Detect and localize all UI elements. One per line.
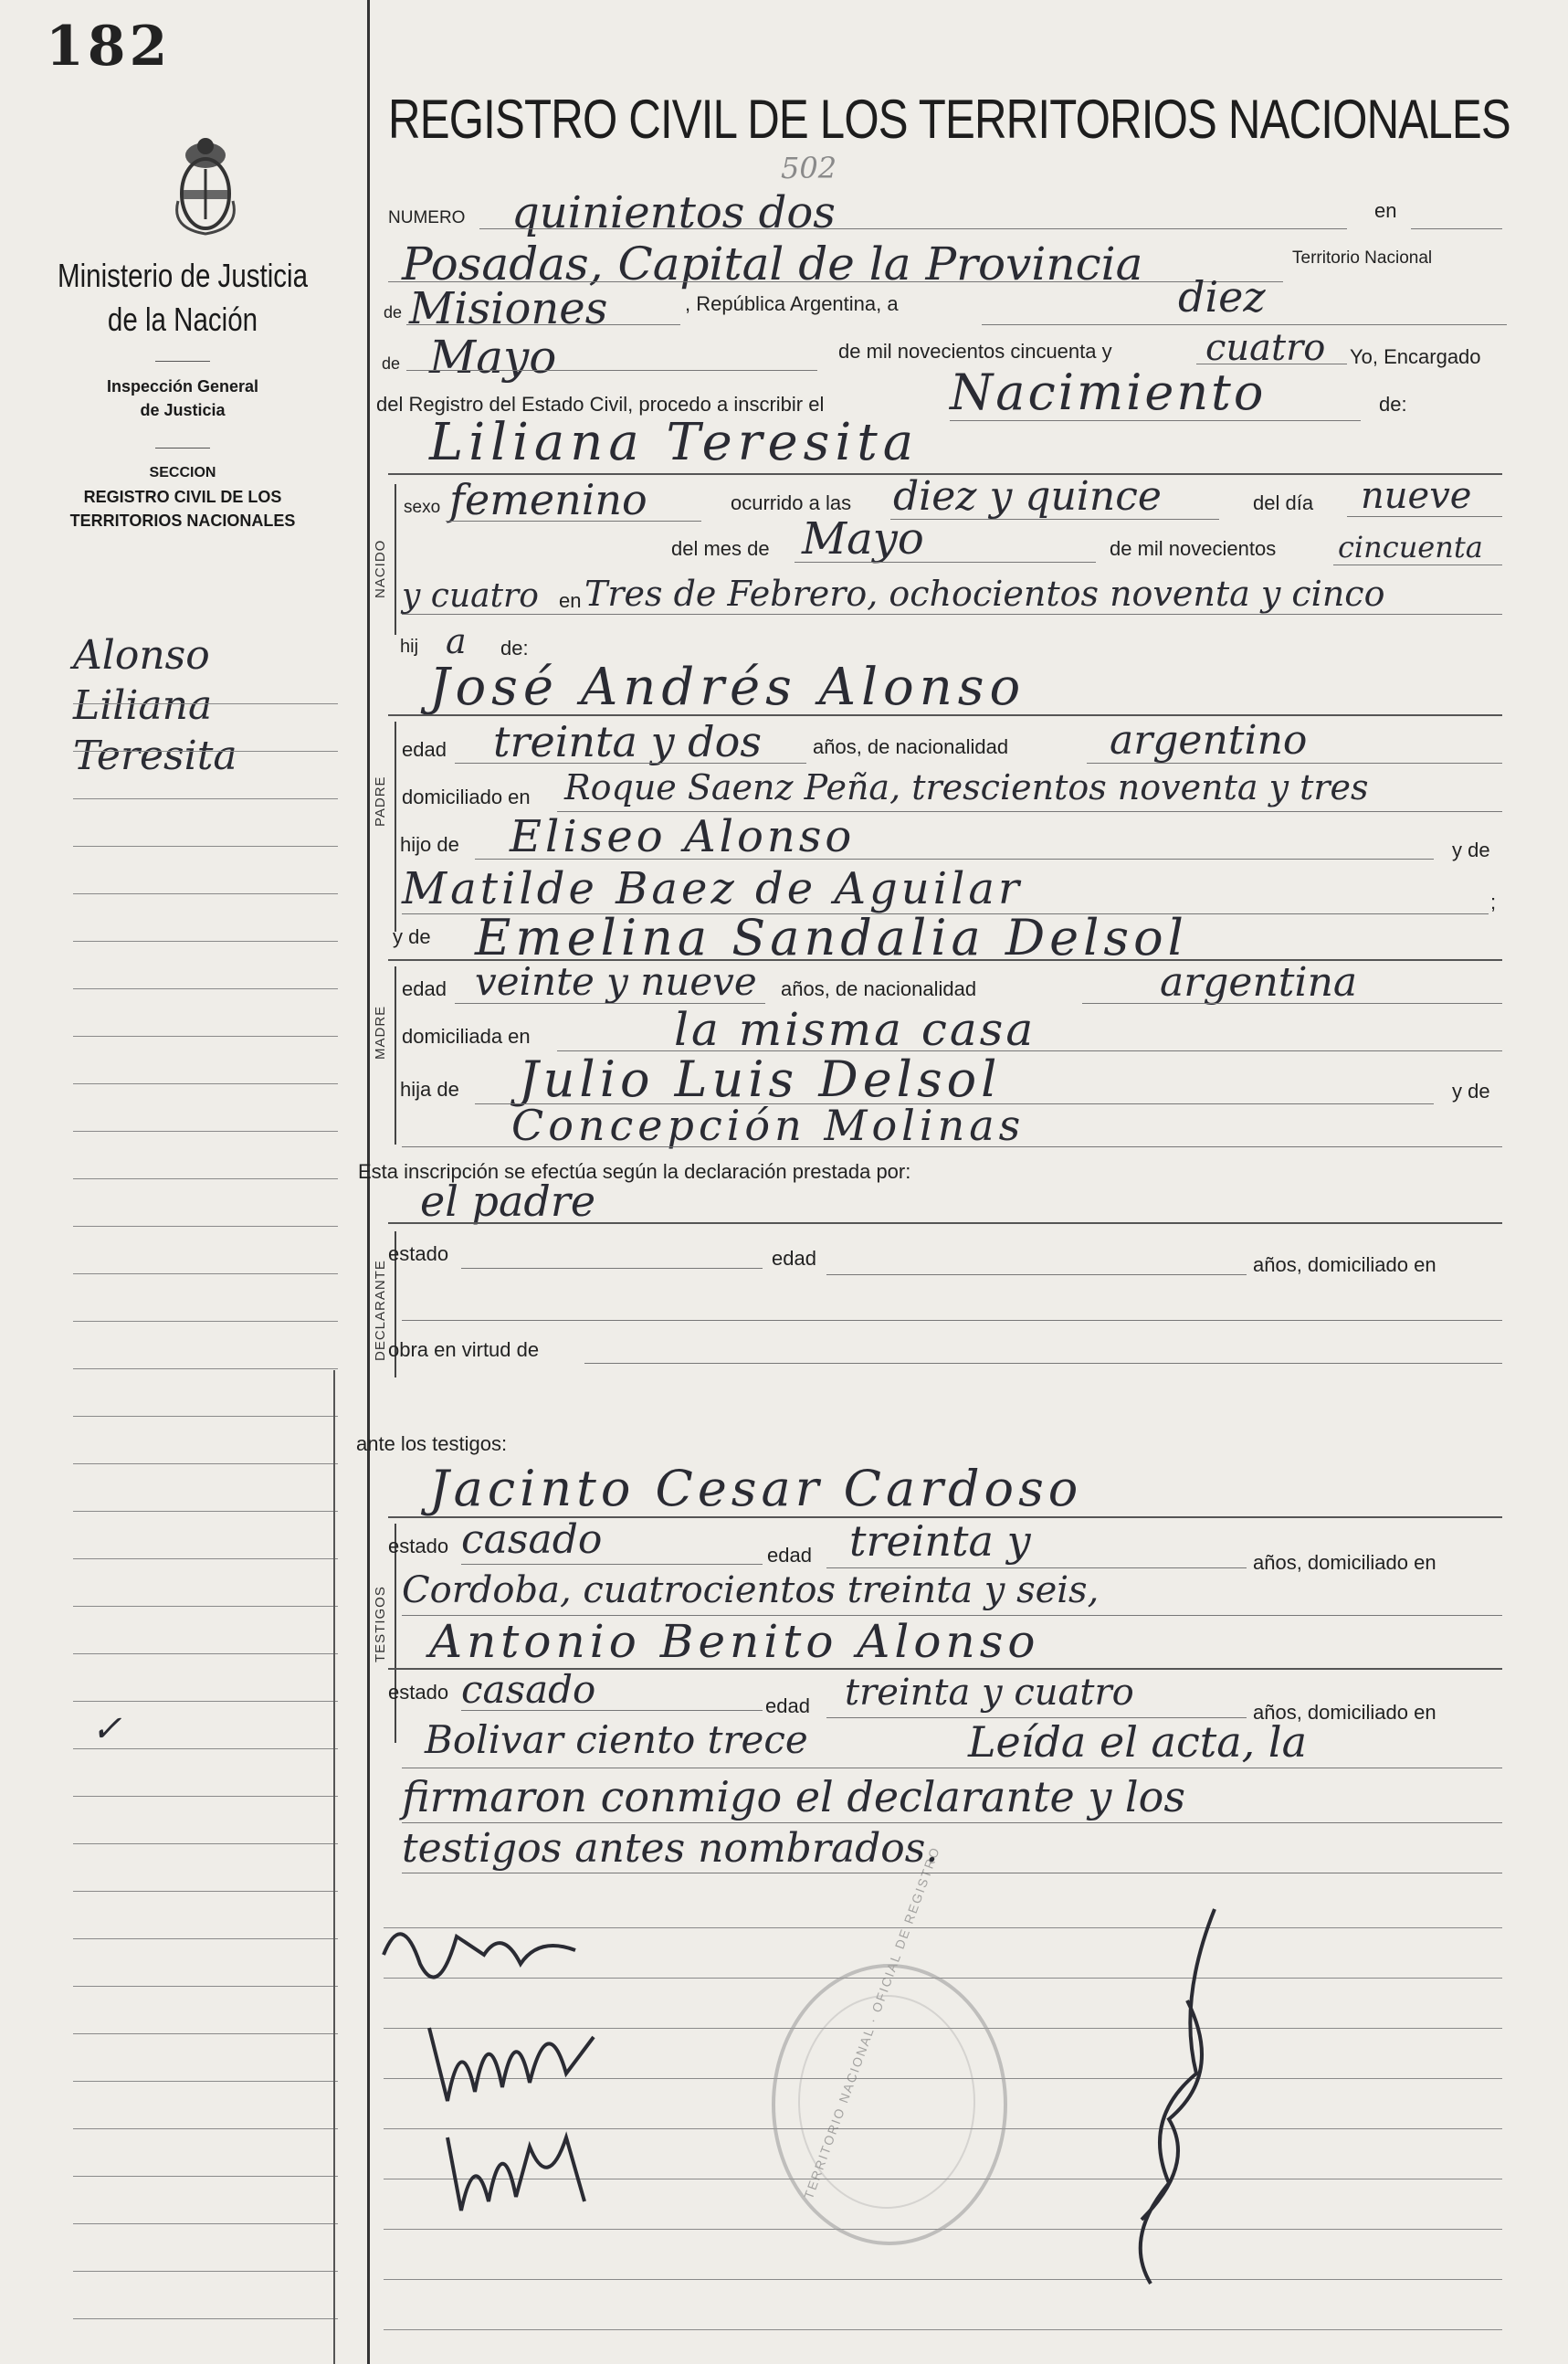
label-edad-madre: edad — [402, 977, 447, 1000]
label-semicolon: ; — [1490, 891, 1497, 913]
label-anos-nac-padre: años, de nacionalidad — [813, 735, 1009, 758]
entry-closing-2: firmaron conmigo el declarante y los — [402, 1772, 1185, 1821]
section-heading: SECCION — [149, 465, 216, 480]
label-estado-decl: estado — [388, 1242, 449, 1265]
tab-testigos: TESTIGOS — [373, 1586, 388, 1662]
entry-padre-dom: Roque Saenz Peña, trescientos noventa y tres — [564, 767, 1369, 807]
margin-rule — [73, 2223, 338, 2224]
entry-dia-nac: nueve — [1361, 475, 1472, 517]
label-en-lugar: en — [559, 589, 582, 612]
ministry-line1: Ministerio de Justicia — [58, 257, 308, 294]
label-edad-t2: edad — [765, 1694, 810, 1717]
entry-testigo1-dom: Cordoba, cuatrocientos treinta y seis, — [402, 1569, 1100, 1611]
line-padre-hijo-de — [475, 859, 1434, 860]
entry-testigo1-estado: casado — [461, 1516, 603, 1563]
label-estado-t1: estado — [388, 1535, 449, 1557]
label-de-mil-nov: de mil novecientos — [1110, 537, 1277, 560]
label-y-de-madre: y de — [393, 925, 431, 948]
block-rule-nacido — [395, 484, 396, 635]
margin-rule — [73, 1701, 338, 1702]
margin-rule — [73, 1368, 338, 1369]
ministry-line2: de la Nación — [107, 301, 258, 338]
margin-rule — [73, 988, 338, 989]
margin-rule — [73, 2271, 338, 2272]
label-edad-decl: edad — [772, 1247, 816, 1270]
margin-rule — [73, 2081, 338, 2082]
label-anos-nac-madre: años, de nacionalidad — [781, 977, 977, 1000]
stray-check-mark: ✓ — [91, 1708, 122, 1750]
margin-rule — [73, 1938, 338, 1939]
margin-rule — [73, 1986, 338, 1987]
entry-dia: diez — [1178, 272, 1266, 322]
label-ante-testigos: ante los testigos: — [356, 1432, 508, 1455]
entry-acto: Nacimiento — [950, 364, 1267, 421]
block-rule-padre — [395, 722, 396, 932]
tab-declarante: DECLARANTE — [373, 1260, 388, 1361]
margin-rule — [73, 2318, 338, 2319]
line-estado-t2 — [461, 1710, 763, 1711]
line-madre-madre — [402, 1146, 1502, 1147]
margin-rule — [73, 1273, 338, 1274]
label-y-de-madre2: y de — [1452, 1080, 1490, 1103]
inspection-line1: Inspección General — [106, 377, 259, 396]
label-del-registro: del Registro del Estado Civil, procedo a inscribir el — [376, 393, 825, 416]
margin-rule — [73, 1558, 338, 1559]
line-en — [1411, 228, 1502, 229]
margin-rule — [73, 1511, 338, 1512]
entry-nombre: Liliana Teresita — [429, 413, 920, 472]
entry-testigo2-estado: casado — [461, 1667, 596, 1712]
inspection-line2: de Justicia — [140, 401, 226, 419]
label-anos-dom-t1: años, domiciliado en — [1253, 1551, 1436, 1574]
signature-rule — [384, 2329, 1502, 2330]
official-seal — [772, 1843, 1007, 2245]
label-domiciliada: domiciliada en — [402, 1025, 531, 1048]
margin-rule — [73, 1606, 338, 1607]
signature-encargado — [1087, 1891, 1251, 2293]
line-lugar-nac — [402, 614, 1502, 615]
margin-rule — [73, 1178, 338, 1179]
margin-rule — [73, 1036, 338, 1037]
entry-madre-nac: argentina — [1160, 959, 1358, 1006]
line-padre-edad — [455, 763, 806, 764]
entry-testigo1: Jacinto Cesar Cardoso — [429, 1460, 1083, 1517]
label-edad-t1: edad — [767, 1544, 812, 1567]
label-de-mil: de mil novecientos cincuenta y — [838, 340, 1112, 363]
divider — [155, 448, 210, 449]
entry-padre-nac: argentino — [1110, 717, 1308, 764]
margin-rule — [73, 1463, 338, 1464]
entry-numero: quinientos dos — [511, 187, 836, 238]
stamp-number: 502 — [781, 151, 837, 185]
line-edad-t1 — [826, 1567, 1247, 1568]
margin-rule — [73, 893, 338, 894]
label-ocurrido: ocurrido a las — [731, 491, 852, 514]
label-de-colon2: de: — [500, 637, 529, 660]
label-anos-dom-t2: años, domiciliado en — [1253, 1701, 1436, 1724]
entry-sexo: femenino — [449, 475, 647, 524]
line-dia-nac — [1347, 516, 1502, 517]
entry-closing-3: testigos antes nombrados. — [402, 1825, 939, 1872]
entry-testigo2-edad: treinta y cuatro — [845, 1672, 1134, 1714]
section-line2: TERRITORIOS NACIONALES — [69, 512, 296, 530]
line-padre — [388, 714, 1502, 716]
line-sexo — [446, 521, 701, 522]
label-estado-t2: estado — [388, 1681, 449, 1704]
inspection-label — [0, 375, 365, 422]
document-title: REGISTRO CIVIL DE LOS TERRITORIOS NACIONALES — [388, 89, 1510, 150]
entry-madre-dom: la misma casa — [674, 1003, 1037, 1056]
line-estado-decl — [461, 1268, 763, 1269]
entry-hora: diez y quince — [893, 473, 1162, 520]
line-mes-nac — [795, 562, 1096, 563]
margin-rule — [73, 2176, 338, 2177]
margin-rule — [73, 1748, 338, 1749]
entry-madre-madre: Concepción Molinas — [511, 1101, 1026, 1150]
entry-lugar: Posadas, Capital de la Provincia — [402, 237, 1143, 290]
label-de-mes: de — [382, 354, 401, 373]
line-hora — [890, 519, 1219, 520]
signature-declarante — [365, 1900, 603, 2000]
line-mes — [406, 370, 817, 371]
entry-padre-edad: treinta y dos — [493, 717, 762, 766]
ministry-title — [33, 254, 332, 342]
entry-anio: cuatro — [1205, 327, 1326, 369]
entry-padre: José Andrés Alonso — [429, 658, 1026, 717]
label-yo-encargado: Yo, Encargado — [1350, 345, 1481, 368]
entry-madre: Emelina Sandalia Delsol — [475, 909, 1188, 966]
entry-anio-nac-2: y cuatro — [402, 577, 539, 615]
margin-rule — [73, 1226, 338, 1227]
margin-rule — [73, 798, 338, 799]
margin-rule — [73, 1416, 338, 1417]
label-sexo: sexo — [404, 498, 441, 517]
margin-fold-line — [333, 1370, 335, 2364]
entry-declarante: el padre — [420, 1177, 596, 1226]
entry-padre-madre: Matilde Baez de Aguilar — [402, 863, 1023, 914]
entry-hij-suffix: a — [446, 621, 467, 661]
margin-surname: Alonso — [73, 632, 210, 679]
argentine-coat-of-arms-icon — [169, 128, 242, 237]
tab-padre: PADRE — [373, 776, 388, 827]
margin-rule — [73, 1843, 338, 1844]
margin-rule — [73, 1891, 338, 1892]
entry-testigo2: Antonio Benito Alonso — [429, 1615, 1040, 1668]
label-republica: , República Argentina, a — [685, 292, 899, 315]
entry-madre-hija-de: Julio Luis Delsol — [519, 1050, 1002, 1108]
divider — [155, 361, 210, 362]
label-anos-dom-decl: años, domiciliado en — [1253, 1253, 1436, 1276]
label-del-dia: del día — [1253, 491, 1314, 514]
label-hija-de: hija de — [400, 1078, 459, 1101]
label-obra: obra en virtud de — [388, 1338, 540, 1361]
line-declarante — [388, 1222, 1502, 1224]
line-territorio — [406, 324, 680, 325]
line-madre-nac — [1082, 1003, 1502, 1004]
seal-text: TERRITORIO NACIONAL · OFICIAL DE REGISTRO — [801, 1843, 943, 2201]
entry-closing-1: Leída el acta, la — [968, 1717, 1308, 1767]
label-en: en — [1374, 199, 1397, 222]
line-lugar — [388, 281, 1283, 282]
line-acto — [950, 420, 1361, 421]
label-y-de-padre: y de — [1452, 839, 1490, 861]
label-hijo-de: hijo de — [400, 833, 459, 856]
section-label — [0, 461, 365, 533]
margin-rule — [73, 1321, 338, 1322]
signature-rule — [384, 2279, 1502, 2280]
line-closing-2 — [402, 1822, 1502, 1823]
entry-anio-nac-1: cincuenta — [1338, 530, 1483, 565]
margin-rule — [73, 1083, 338, 1084]
line-estado-t1 — [461, 1564, 763, 1565]
line-dia — [982, 324, 1507, 325]
margin-rule — [73, 1653, 338, 1654]
line-padre-nac — [1087, 763, 1502, 764]
signature-testigo1 — [411, 1991, 612, 2119]
entry-mes-nac: Mayo — [802, 513, 924, 565]
block-rule-madre — [395, 966, 396, 1145]
margin-note — [73, 630, 237, 781]
line-numero — [479, 228, 1347, 229]
folio-number: 182 — [46, 15, 172, 79]
margin-name2: Teresita — [73, 733, 237, 779]
margin-rule — [73, 2033, 338, 2034]
entry-lugar-nac: Tres de Febrero, ochocientos noventa y cinco — [584, 574, 1385, 614]
line-obra — [584, 1363, 1502, 1364]
label-esta-inscripcion: Esta inscripción se efectúa según la declaración prestada por: — [358, 1160, 911, 1183]
margin-rule — [73, 2128, 338, 2129]
label-de-territorio: de — [384, 303, 403, 322]
margin-name1: Liliana — [73, 682, 213, 729]
tab-madre: MADRE — [373, 1005, 388, 1060]
signature-testigo2 — [429, 2110, 612, 2220]
label-territorio: Territorio Nacional — [1292, 248, 1433, 268]
entry-madre-edad: veinte y nueve — [475, 959, 757, 1004]
entry-mes: Mayo — [429, 331, 557, 384]
label-del-mes: del mes de — [671, 537, 770, 560]
label-domiciliado-padre: domiciliado en — [402, 786, 531, 808]
label-edad-padre: edad — [402, 738, 447, 761]
label-hij: hij — [400, 637, 419, 657]
line-dom-decl — [402, 1320, 1502, 1321]
margin-rule — [73, 703, 338, 704]
entry-testigo2-dom: Bolivar ciento trece — [425, 1717, 808, 1762]
entry-padre-hijo-de: Eliseo Alonso — [510, 811, 856, 862]
margin-rule — [73, 941, 338, 942]
line-edad-decl — [826, 1274, 1247, 1275]
label-de-colon: de: — [1379, 393, 1407, 416]
margin-rule — [73, 751, 338, 752]
entry-territorio: Misiones — [409, 283, 608, 334]
margin-rule — [73, 1131, 338, 1132]
margin-rule — [73, 846, 338, 847]
entry-testigo1-edad: treinta y — [849, 1516, 1031, 1566]
label-numero: NUMERO — [388, 208, 466, 227]
margin-rule — [73, 1796, 338, 1797]
tab-nacido: NACIDO — [373, 539, 388, 598]
section-line1: REGISTRO CIVIL DE LOS — [83, 488, 282, 506]
